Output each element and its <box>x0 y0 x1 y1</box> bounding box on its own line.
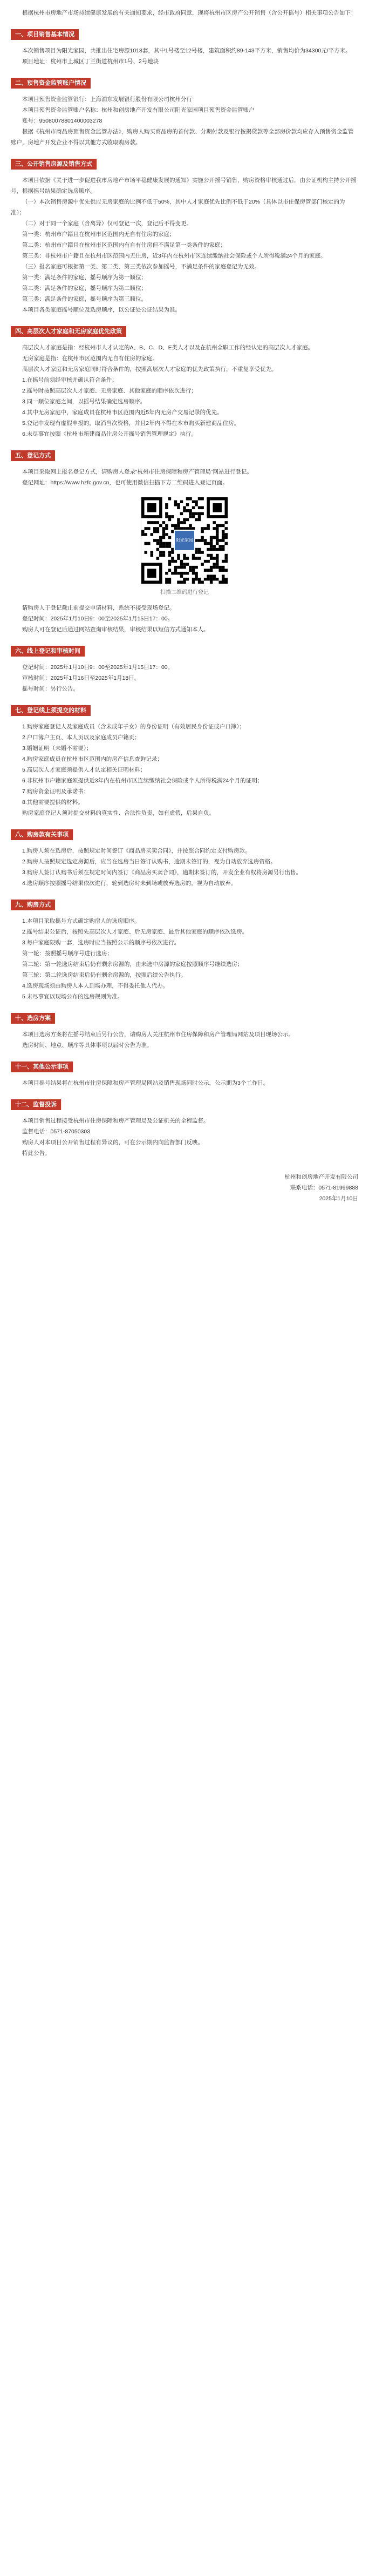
section-paragraph: 购房人对本项目公开销售过程有异议的，可在公示期内向监督部门反映。 <box>22 1139 203 1146</box>
section-heading: 七、登记线上须提交的材料 <box>11 705 91 716</box>
section-paragraph: 监督电话：0571-87050303 <box>22 1128 91 1135</box>
section-paragraph: 无房家庭是指：在杭州市区范围内无自有住房的家庭。 <box>22 355 158 362</box>
section-paragraph: 登记网址：https://www.hzfc.gov.cn，也可使用微信扫描下方二维码进入登记页面。 <box>22 479 228 486</box>
section-paragraph: 8.其他需要提供的材料。 <box>22 799 84 806</box>
section-paragraph: 第二轮：第一轮选房结束后仍有剩余房源的，由未选中房源的家庭按照顺序号继续选房； <box>22 961 243 968</box>
section-heading: 十、选房方案 <box>11 1013 55 1024</box>
section-heading: 八、购房款有关事项 <box>11 829 73 840</box>
section-paragraph: 账号：95080078801400003278 <box>22 118 102 124</box>
section-paragraph: 第一类：杭州市户籍且在杭州市区范围内无自有住房的家庭； <box>22 231 175 238</box>
section-paragraph: 6.未尽事宜按照《杭州市新建商品住房公开摇号销售管理规定》执行。 <box>22 431 197 437</box>
section-heading: 二、预售资金监管账户情况 <box>11 78 91 89</box>
registration-qr-code[interactable] <box>141 497 228 584</box>
section-paragraph: 高层次人才家庭是指：经杭州市人才认定的A、B、C、D、E类人才以及在杭州全职工作的经认定的高层次人才家庭。 <box>22 344 314 351</box>
section-paragraph: 第二类：杭州市户籍且在杭州市区范围内有自有住房但不满足第一类条件的家庭； <box>22 242 226 248</box>
qr-center-logo: 阳光家园 <box>174 530 195 551</box>
section-heading: 四、高层次人才家庭和无房家庭优先政策 <box>11 326 126 337</box>
section-heading: 九、购房方式 <box>11 900 55 910</box>
section-heading: 一、项目销售基本情况 <box>11 29 79 40</box>
section-paragraph: 购房人可在登记后通过网站查询审核结果，审核结果以短信方式通知本人。 <box>22 626 209 633</box>
section-paragraph: 3.购房人签订认购书后须在规定时间内签订《商品房买卖合同》，逾期未签订的，开发企业有权将房源另行出售。 <box>22 869 302 876</box>
section-paragraph: 2.购房人按照规定选定房源后，应当在选房当日签订认购书，逾期未签订的，视为自动放弃选房资格。 <box>22 858 276 865</box>
section-paragraph: 1.购房人须在选房后，按照规定时间签订《商品房买卖合同》，并按照合同约定支付购房款。 <box>22 848 251 854</box>
signature-date: 2025年1月10日 <box>319 1195 358 1202</box>
intro-paragraph: 根据杭州市房地产市场持续健康发展的有关通知要求，经市政府同意，现将杭州市区房产公开销售（含公开摇号）相关事项公告如下： <box>22 10 357 16</box>
section-paragraph: 摇号时间：另行公告。 <box>22 686 79 692</box>
section-paragraph: 本项目选房方案将在摇号结束后另行公告，请购房人关注杭州市住房保障和房产管理局网站及项目现场公示。 <box>22 1031 294 1038</box>
section-paragraph: 项目地址：杭州市上城区丁兰街道杭州市1号、2号地块 <box>22 58 159 65</box>
section-paragraph: 本项目依据《关于进一步促进我市房地产市场平稳健康发展的通知》实施公开摇号销售，购房资格审核通过后，由公证机构主持公开摇号，根据摇号结果确定选房顺序。 <box>11 177 357 194</box>
section-paragraph: 5.高层次人才家庭须提供人才认定相关证明材料； <box>22 767 146 773</box>
section-paragraph: （三）报名家庭可根据第一类、第二类、第三类依次参加摇号，不满足条件的家庭登记为无效。 <box>22 263 260 270</box>
section-paragraph: 4.选房顺序按照摇号结果依次进行，轮到选房时未到场或放弃选房的，视为自动放弃。 <box>22 880 237 887</box>
section-paragraph: 请购房人于登记截止前提交申请材料，系统不接受现场登记。 <box>22 605 175 611</box>
qr-caption: 扫描二维码进行登记 <box>160 590 209 596</box>
section-paragraph: 1.本项目采取摇号方式确定购房人的选房顺序。 <box>22 918 140 924</box>
section-heading: 十二、监督投诉 <box>11 1099 61 1110</box>
section-paragraph: 3.婚姻证明（未婚不需要）； <box>22 745 92 752</box>
section-paragraph: （一）本次销售房源中优先供应无房家庭的比例不低于50%，其中人才家庭优先比例不低于20%（具体以市住保房管部门核定的为准）； <box>11 199 345 216</box>
section-paragraph: 第三类：满足条件的家庭，摇号顺序为第三顺位。 <box>22 296 147 302</box>
section-paragraph: 特此公告。 <box>22 1150 51 1157</box>
section-paragraph: 审核时间：2025年1月16日至2025年1月18日。 <box>22 675 140 681</box>
section-paragraph: 2.摇号结果公证后，按照先高层次人才家庭、后无房家庭、最后其他家庭的顺序依次选房。 <box>22 929 248 935</box>
section-paragraph: 第一轮：按照摇号顺序号进行选房； <box>22 950 113 957</box>
section-paragraph: 根据《杭州市商品房预售资金监管办法》，购房人购买商品房的首付款、分期付款及银行按揭贷款等全部房价款均应存入预售资金监管账户，房地产开发企业不得以其他方式收取购房款。 <box>11 129 354 146</box>
sections2-container <box>11 603 358 1159</box>
section-paragraph: （二）对于同一个家庭（含离异）仅可登记一次，登记后不得变更。 <box>22 220 192 227</box>
section-paragraph: 1.在摇号前须经审核并确认符合条件； <box>22 377 118 383</box>
section-paragraph: 5.登记中发现有虚假申报的，取消当次资格，并且2年内不得在本市购买新建商品住房。 <box>22 420 240 427</box>
section-heading: 六、线上登记和审核时间 <box>11 646 85 657</box>
section-paragraph: 本项目摇号结果将在杭州市住房保障和房产管理局网站及销售现场同时公示，公示期为3个工作日。 <box>22 1080 269 1086</box>
section-paragraph: 3.每户家庭限购一套，选房时应当按照公示的顺序号依次进行。 <box>22 939 180 946</box>
section-paragraph: 登记时间：2025年1月10日9：00至2025年1月15日17：00。 <box>22 616 174 622</box>
section-paragraph: 4.其中无房家庭中，家庭成员在杭州市区范围内近5年内无房产交易记录的优先。 <box>22 409 223 416</box>
section-paragraph: 高层次人才家庭和无房家庭同时符合条件的，按照高层次人才家庭的优先政策执行，不重复享受优先。 <box>22 366 277 373</box>
section-paragraph: 购房家庭登记人须对提交材料的真实性、合法性负责，如有虚假，后果自负。 <box>22 810 215 816</box>
section-paragraph: 1.购房家庭登记人及家庭成员（含未成年子女）的身份证明（有效居民身份证或户口簿）； <box>22 724 245 730</box>
section-heading: 三、公开销售房源及销售方式 <box>11 159 97 170</box>
section-paragraph: 第三轮：第二轮选房结束后仍有剩余房源的，按照后续公告执行。 <box>22 972 187 978</box>
section-heading: 五、登记方式 <box>11 450 55 461</box>
section-paragraph: 5.未尽事宜以现场公布的选房规则为准。 <box>22 993 124 1000</box>
signature-company: 杭州和创房地产开发有限公司 <box>284 1174 358 1180</box>
section-paragraph: 本项目各类家庭摇号顺位及选房顺序，以公证处公证结果为准。 <box>22 307 181 313</box>
section-paragraph: 本项目采取网上报名登记方式，请购房人登录“杭州市住房保障和房产管理局”网站进行登记。 <box>22 469 252 475</box>
section-paragraph: 3.同一顺位家庭之间，以摇号结果确定选房顺序。 <box>22 398 146 405</box>
signature-phone: 联系电话：0571-81999888 <box>290 1185 358 1191</box>
section-paragraph: 2.摇号时按照高层次人才家庭、无房家庭、其他家庭的顺序依次进行； <box>22 388 197 394</box>
section-paragraph: 选房时间、地点、顺序等具体事项以届时公告为准。 <box>22 1042 153 1049</box>
section-paragraph: 登记时间：2025年1月10日9：00至2025年1月15日17：00。 <box>22 664 174 671</box>
section-heading: 十一、其他公示事项 <box>11 1061 73 1072</box>
section-paragraph: 本项目销售过程接受杭州市住房保障和房产管理局及公证机关的全程监督。 <box>22 1118 209 1124</box>
section-paragraph: 本项目预售资金监管账户名称：杭州和创房地产开发有限公司阳光家园项目预售资金监管账户 <box>22 107 255 113</box>
section-paragraph: 本次销售项目为阳光家园，共推出住宅房源1018套，其中1号楼至12号楼，建筑面积约89-143平方米，销售均价为34300元/平方米。 <box>22 48 351 54</box>
section-paragraph: 4.购房家庭成员在杭州市区范围内的房产信息查询记录； <box>22 756 163 762</box>
sections-container <box>11 18 358 488</box>
section-paragraph: 第一类：满足条件的家庭，摇号顺序为第一顺位； <box>22 274 147 281</box>
section-paragraph: 2.户口簿户主页、本人页以及家庭成员户籍页； <box>22 734 140 741</box>
section-paragraph: 7.购房资金证明及承诺书； <box>22 788 90 795</box>
section-paragraph: 本项目预售资金监管银行：上海浦东发展银行股份有限公司杭州分行 <box>22 96 192 103</box>
section-paragraph: 4.选房现场须由购房人本人到场办理，不得委托他人代办。 <box>22 983 169 989</box>
section-paragraph: 第三类：非杭州市户籍且在杭州市区范围内无住房，近3年内在杭州市区连续缴纳社会保险或个人所得税满24个月的家庭。 <box>22 253 326 259</box>
section-paragraph: 6.非杭州市户籍家庭须提供近3年内在杭州市区连续缴纳社会保险或个人所得税满24个月的证明； <box>22 777 263 784</box>
section-paragraph: 第二类：满足条件的家庭，摇号顺序为第二顺位； <box>22 285 147 292</box>
signature-block <box>11 1172 358 1204</box>
